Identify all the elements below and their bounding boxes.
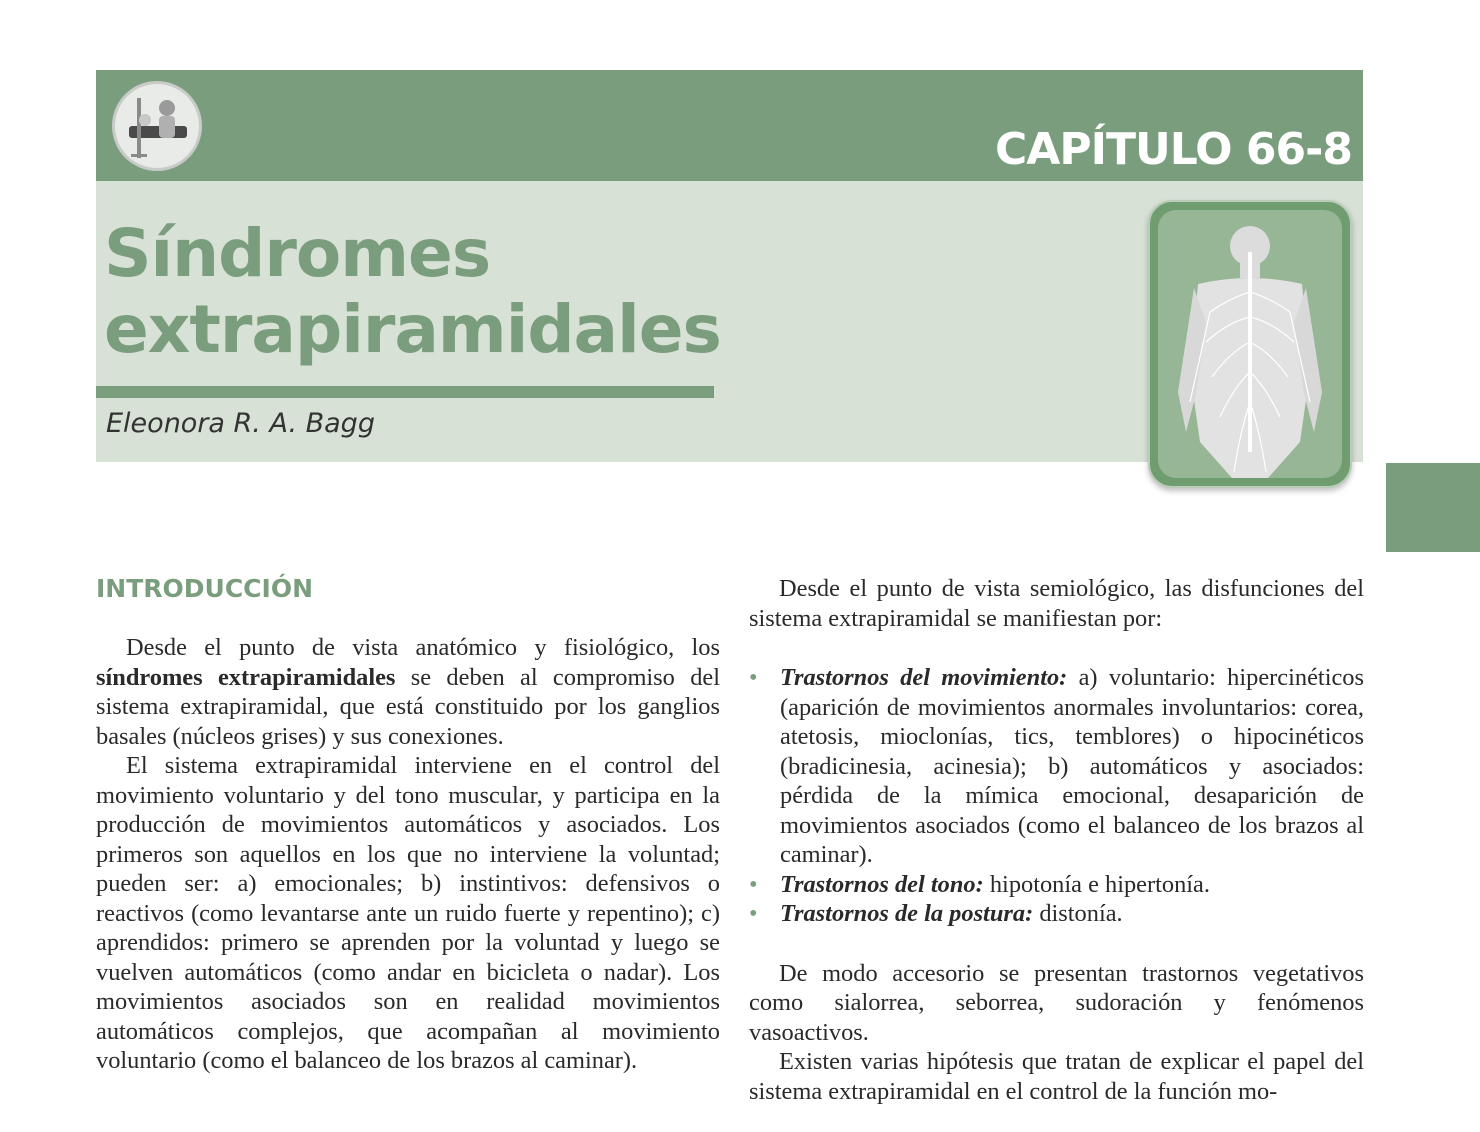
bold-term: síndromes extrapiramidales bbox=[96, 663, 396, 691]
title-line-2: extrapiramidales bbox=[104, 291, 721, 368]
paragraph bbox=[96, 633, 720, 751]
list-item-text: hipotonía e hipertonía. bbox=[983, 870, 1210, 898]
list-item-term: Trastornos de la postura: bbox=[780, 900, 1034, 927]
page-title bbox=[104, 216, 721, 368]
list-item-text: a) voluntario: hipercinéticos (aparición de movimientos anormales involuntarios: corea, atetosis, mioclonías, tics, temblores) o hipocinéticos (bradicinesia, acinesia); b) automáticos y asociados: pérdida de la mímica emocional, desaparición de movimientos asociados (como el balanceo de los brazos al caminar). bbox=[780, 664, 1364, 868]
medical-logo-icon bbox=[112, 81, 202, 171]
nervous-system-figure-icon bbox=[1148, 200, 1352, 488]
section-tab-marker bbox=[1386, 463, 1480, 552]
list-item bbox=[749, 870, 1364, 900]
author-name: Eleonora R. A. Bagg bbox=[106, 408, 375, 439]
title-underline bbox=[96, 386, 714, 398]
list-item bbox=[749, 663, 1364, 870]
list-item bbox=[749, 899, 1364, 929]
list-item-term: Trastornos del movimiento: bbox=[780, 664, 1068, 691]
paragraph: Desde el punto de vista semiológico, las disfunciones del sistema extrapiramidal se manifiestan por: bbox=[749, 575, 1364, 632]
title-line-1: Síndromes bbox=[104, 215, 491, 292]
list-item-text: distonía. bbox=[1033, 900, 1123, 927]
list-item-term: Trastornos del tono: bbox=[780, 870, 984, 898]
right-column bbox=[749, 574, 1364, 1106]
symptom-list bbox=[749, 663, 1364, 929]
paragraph: De modo accesorio se presentan trastornos vegetativos como sialorrea, seborrea, sudoración y fenómenos vasoactivos. bbox=[749, 959, 1364, 1046]
chapter-number: CAPÍTULO 66-8 bbox=[994, 124, 1352, 175]
paragraph: El sistema extrapiramidal interviene en el control del movimiento voluntario y del tono muscular, y participa en la producción de movimientos automáticos y asociados. Los primeros son aquellos en los que no interviene la voluntad; pueden ser: a) emocionales; b) instintivos: defensivos o reactivos (como levantarse ante un ruido fuerte y repentino); c) aprendidos: primero se aprenden por la voluntad y luego se vuelven automáticos (como andar en bicicleta o nadar). Los movimientos asociados son en realidad movimientos automáticos complejos, que acompañan al movimiento voluntario (como el balanceo de los brazos al caminar). bbox=[96, 752, 720, 1074]
paragraph-text: se deben al compromiso del sistema extrapiramidal, que está constituido por los ganglios basales (núcleos grises) y sus conexiones. bbox=[96, 663, 721, 750]
section-heading: INTRODUCCIÓN bbox=[96, 574, 314, 603]
paragraph-text: Desde el punto de vista anatómico y fisiológico, los bbox=[126, 634, 720, 661]
left-column bbox=[96, 633, 720, 1076]
paragraph: Existen varias hipótesis que tratan de explicar el papel del sistema extrapiramidal en el control de la función mo- bbox=[749, 1048, 1364, 1105]
